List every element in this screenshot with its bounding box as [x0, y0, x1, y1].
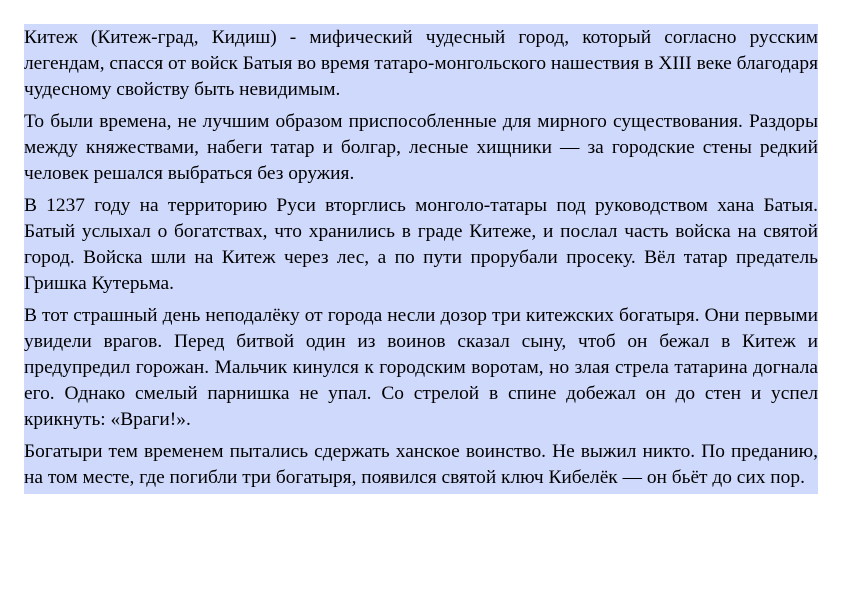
text-block	[24, 24, 818, 494]
paragraph-three-warriors: В тот страшный день неподалёку от города несли дозор три китежских богатыря. Они первыми увидели врагов. Перед битвой один из воинов сказал сыну, чтоб он бежал в Китеж и предупредил горожан. Мальчик кинулся к городским воротам, но злая стрела татарина догнала его. Однако смелый парнишка не упал. Со стрелой в спине добежал он до стен и успел крикнуть: «Враги!».	[24, 305, 818, 430]
paragraph-holy-spring: Богатыри тем временем пытались сдержать ханское воинство. Не выжил никто. По преданию, на том месте, где погибли три богатыря, появился святой ключ Кибелёк — он бьёт до сих пор.	[24, 441, 818, 488]
paragraph-times: То были времена, не лучшим образом приспособленные для мирного существования. Раздоры между княжествами, набеги татар и болгар, лесные хищники — за городские стены редкий человек решался выбраться без оружия.	[24, 111, 818, 184]
paragraph-kitezh-intro: Китеж (Китеж-град, Кидиш) - мифический чудесный город, который согласно русским легендам, спасся от войск Батыя во время татаро-монгольского нашествия в XIII веке благодаря чудесному свойству быть невидимым.	[24, 27, 818, 100]
paragraph-invasion: В 1237 году на территорию Руси вторглись монголо-татары под руководством хана Батыя. Батый услыхал о богатствах, что хранились в граде Китеже, и послал часть войска на святой город. Войска шли на Китеж через лес, а по пути прорубали просеку. Вёл татар предатель Гришка Кутерьма.	[24, 195, 818, 294]
